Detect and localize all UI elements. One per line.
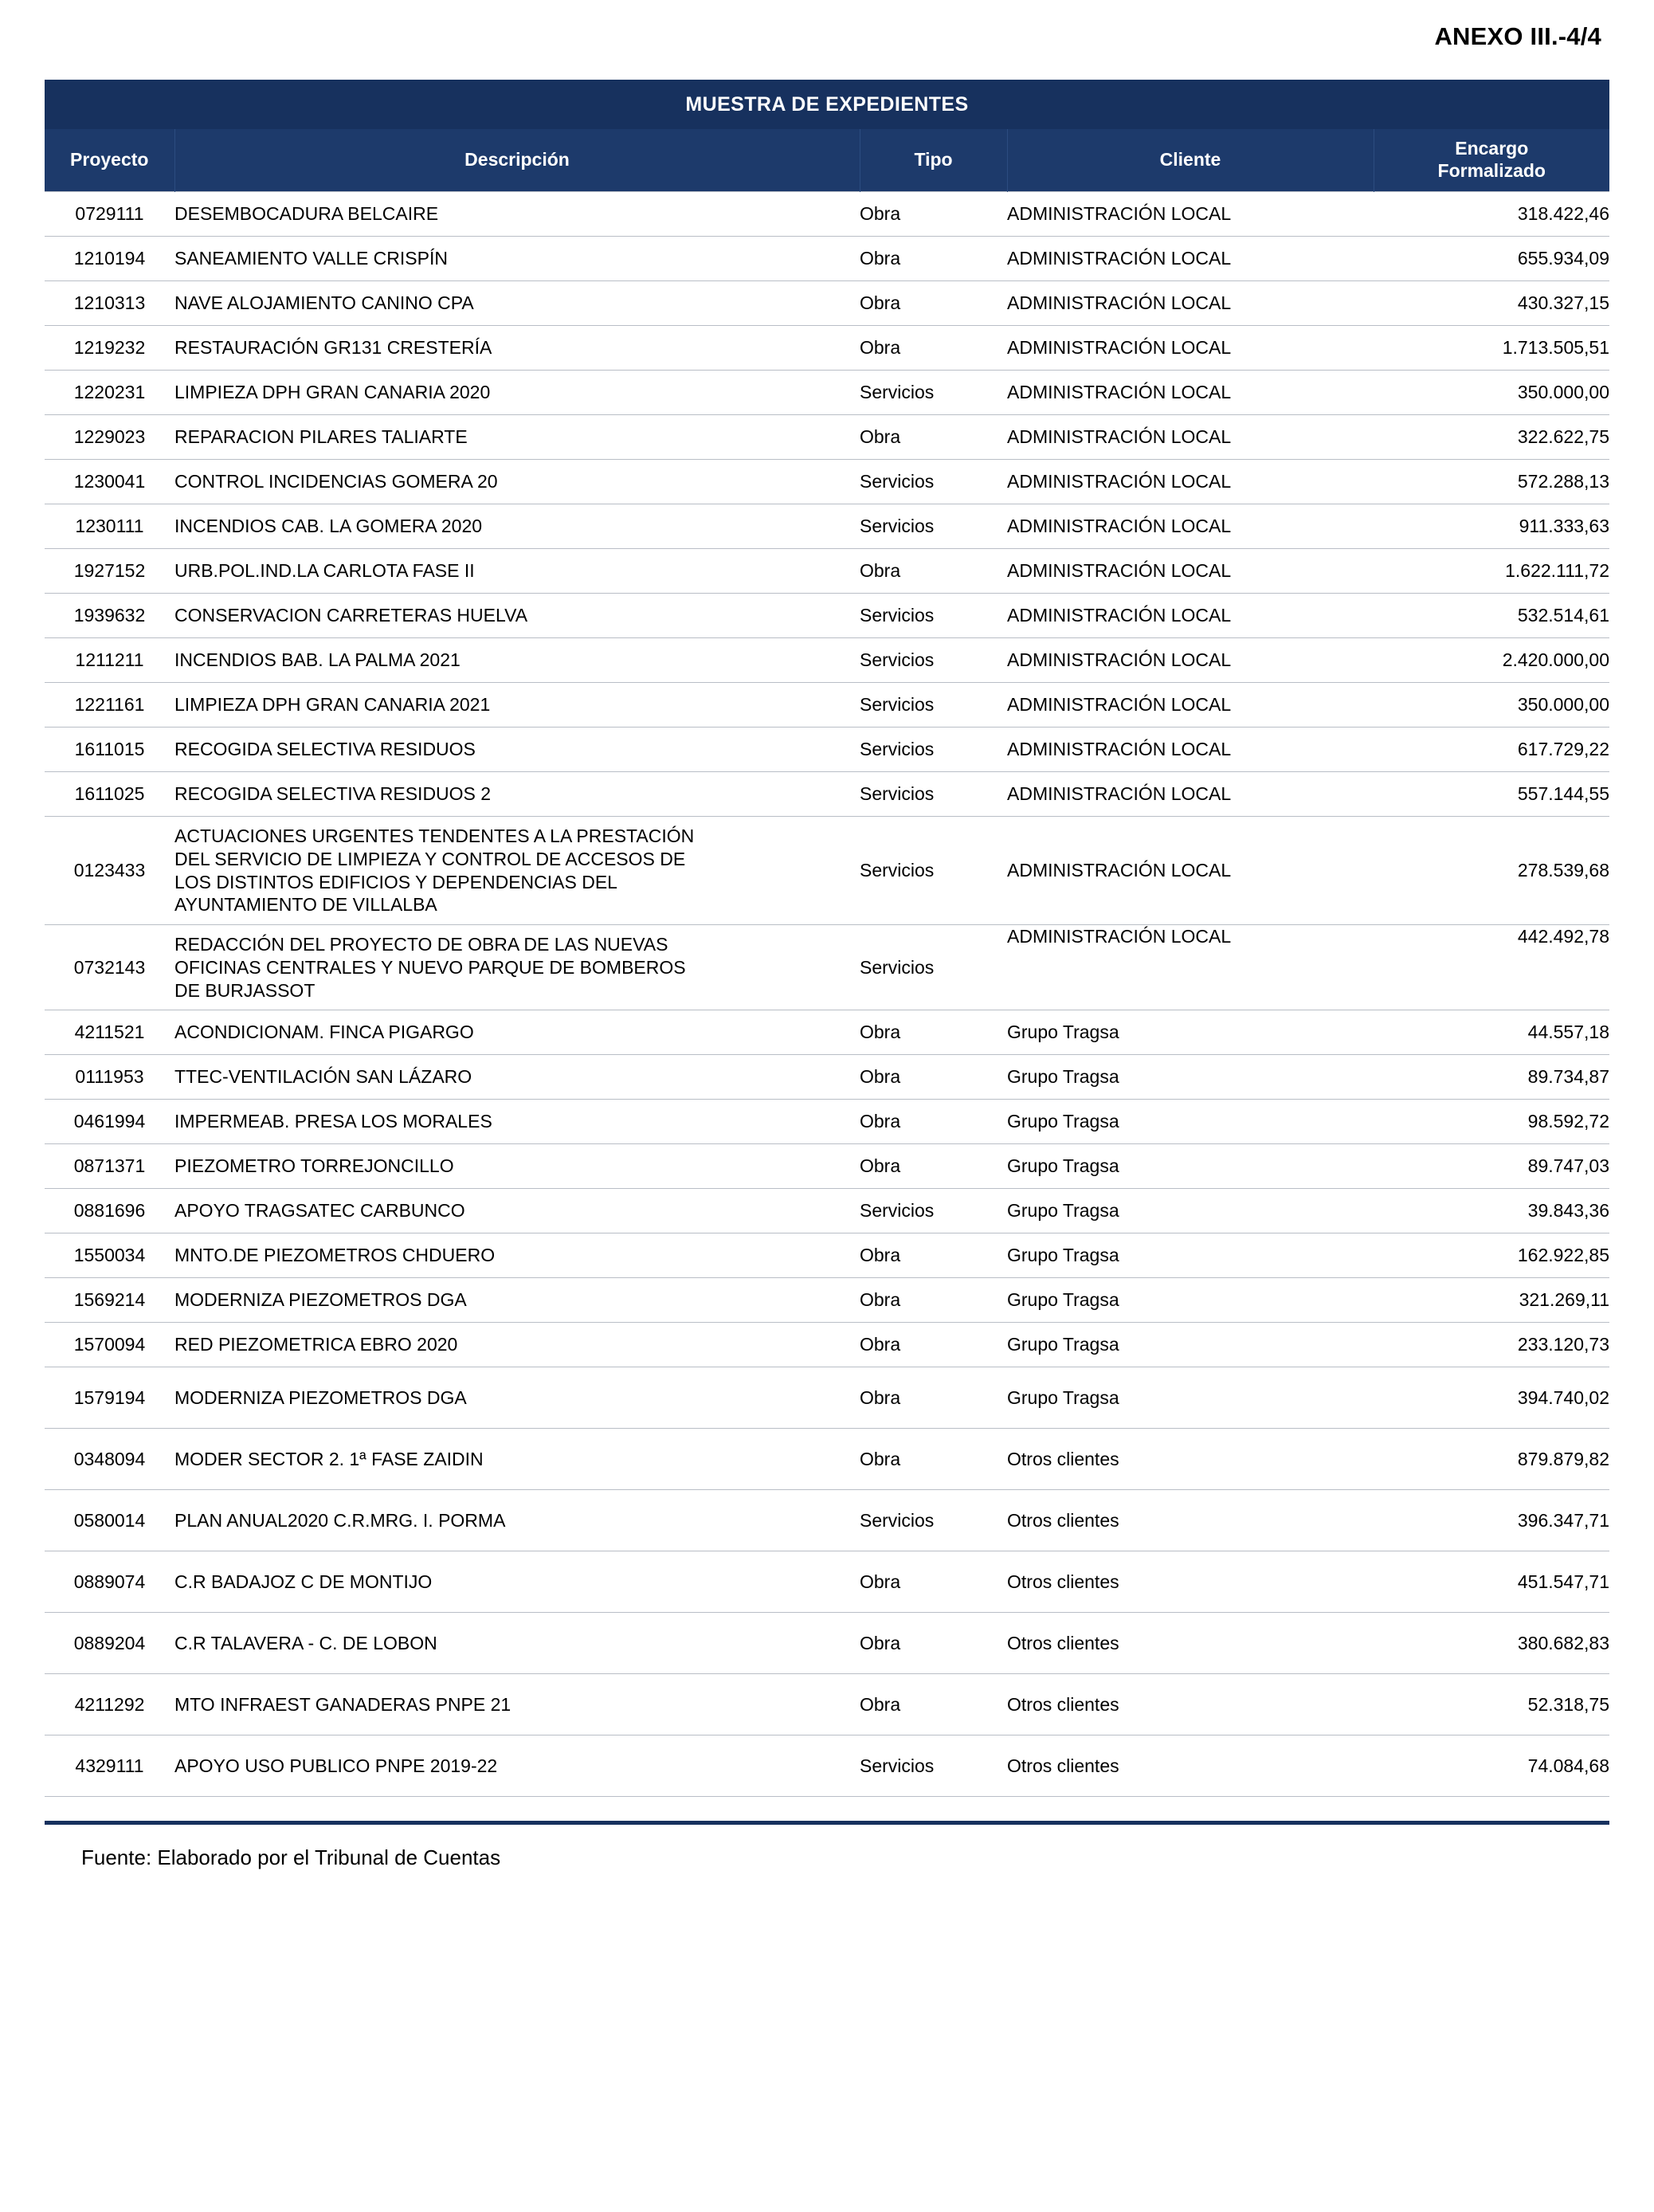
- cell-proyecto: 1230111: [45, 504, 174, 549]
- cell-encargo-formalizado: 74.084,68: [1374, 1735, 1609, 1797]
- cell-proyecto: 1219232: [45, 326, 174, 371]
- cell-encargo-formalizado: 394.740,02: [1374, 1367, 1609, 1429]
- cell-cliente: ADMINISTRACIÓN LOCAL: [1007, 549, 1374, 594]
- table-row: [45, 1010, 1609, 1055]
- cell-proyecto: 0889074: [45, 1551, 174, 1613]
- table-row: [45, 772, 1609, 817]
- cell-proyecto: 0111953: [45, 1055, 174, 1100]
- cell-tipo: Servicios: [860, 371, 1007, 415]
- table-row: [45, 549, 1609, 594]
- cell-descripcion: INCENDIOS BAB. LA PALMA 2021: [174, 638, 860, 683]
- table-row: [45, 1144, 1609, 1189]
- cell-cliente: Grupo Tragsa: [1007, 1233, 1374, 1278]
- cell-encargo-formalizado: 380.682,83: [1374, 1613, 1609, 1674]
- table-row: [45, 1735, 1609, 1797]
- table-row: [45, 1323, 1609, 1367]
- cell-descripcion: MODERNIZA PIEZOMETROS DGA: [174, 1367, 860, 1429]
- table-row: [45, 1100, 1609, 1144]
- cell-descripcion: [174, 925, 860, 1010]
- cell-tipo: Servicios: [860, 728, 1007, 772]
- table-row: [45, 371, 1609, 415]
- cell-proyecto: 1611025: [45, 772, 174, 817]
- cell-tipo: Servicios: [860, 817, 1007, 925]
- cell-proyecto: 1569214: [45, 1278, 174, 1323]
- cell-proyecto: 0348094: [45, 1429, 174, 1490]
- cell-proyecto: 0732143: [45, 925, 174, 1010]
- cell-descripcion: URB.POL.IND.LA CARLOTA FASE II: [174, 549, 860, 594]
- cell-tipo: Obra: [860, 1674, 1007, 1735]
- cell-descripcion: LIMPIEZA DPH GRAN CANARIA 2020: [174, 371, 860, 415]
- cell-descripcion: C.R BADAJOZ C DE MONTIJO: [174, 1551, 860, 1613]
- annex-label: ANEXO III.-4/4: [1434, 22, 1601, 50]
- cell-encargo-formalizado: 278.539,68: [1374, 817, 1609, 925]
- table-title-row: [45, 80, 1609, 129]
- cell-descripcion: MODER SECTOR 2. 1ª FASE ZAIDIN: [174, 1429, 860, 1490]
- cell-proyecto: 1220231: [45, 371, 174, 415]
- cell-tipo: Servicios: [860, 925, 1007, 1010]
- cell-descripcion: MTO INFRAEST GANADERAS PNPE 21: [174, 1674, 860, 1735]
- cell-tipo: Obra: [860, 1367, 1007, 1429]
- column-header-proyecto: Proyecto: [45, 129, 174, 192]
- cell-proyecto: 1210194: [45, 237, 174, 281]
- table-row: [45, 460, 1609, 504]
- cell-tipo: Obra: [860, 1144, 1007, 1189]
- cell-cliente: ADMINISTRACIÓN LOCAL: [1007, 415, 1374, 460]
- table-row: [45, 1613, 1609, 1674]
- cell-tipo: Obra: [860, 1613, 1007, 1674]
- cell-cliente: Grupo Tragsa: [1007, 1189, 1374, 1233]
- cell-encargo-formalizado: 322.622,75: [1374, 415, 1609, 460]
- cell-proyecto: 1221161: [45, 683, 174, 728]
- cell-cliente: ADMINISTRACIÓN LOCAL: [1007, 371, 1374, 415]
- cell-encargo-formalizado: 451.547,71: [1374, 1551, 1609, 1613]
- cell-encargo-formalizado: 1.713.505,51: [1374, 326, 1609, 371]
- cell-cliente: ADMINISTRACIÓN LOCAL: [1007, 281, 1374, 326]
- bottom-rule: [45, 1821, 1609, 1825]
- cell-cliente: ADMINISTRACIÓN LOCAL: [1007, 594, 1374, 638]
- table-row: [45, 1189, 1609, 1233]
- cell-tipo: Servicios: [860, 504, 1007, 549]
- column-header-encargo: [1374, 129, 1609, 192]
- cell-descripcion: APOYO TRAGSATEC CARBUNCO: [174, 1189, 860, 1233]
- cell-encargo-formalizado: 350.000,00: [1374, 683, 1609, 728]
- table-row: [45, 281, 1609, 326]
- table-row: [45, 1429, 1609, 1490]
- cell-tipo: Servicios: [860, 594, 1007, 638]
- cell-proyecto: 1229023: [45, 415, 174, 460]
- cell-encargo-formalizado: 396.347,71: [1374, 1490, 1609, 1551]
- cell-cliente: Grupo Tragsa: [1007, 1323, 1374, 1367]
- table-row: [45, 817, 1609, 925]
- cell-descripcion: PIEZOMETRO TORREJONCILLO: [174, 1144, 860, 1189]
- cell-descripcion-line: OFICINAS CENTRALES Y NUEVO PARQUE DE BOMBEROS: [174, 956, 686, 978]
- cell-descripcion-line: ACTUACIONES URGENTES TENDENTES A LA PRESTACIÓN: [174, 826, 695, 846]
- table-row: [45, 1367, 1609, 1429]
- column-header-encargo-line2: Formalizado: [1437, 160, 1546, 181]
- cell-cliente: Otros clientes: [1007, 1490, 1374, 1551]
- cell-cliente: ADMINISTRACIÓN LOCAL: [1007, 504, 1374, 549]
- cell-proyecto: 1550034: [45, 1233, 174, 1278]
- cell-proyecto: 1211211: [45, 638, 174, 683]
- table-body: [45, 192, 1609, 1797]
- cell-cliente: Grupo Tragsa: [1007, 1278, 1374, 1323]
- cell-tipo: Obra: [860, 1055, 1007, 1100]
- cell-tipo: Obra: [860, 1233, 1007, 1278]
- cell-cliente: Grupo Tragsa: [1007, 1367, 1374, 1429]
- cell-cliente: Otros clientes: [1007, 1613, 1374, 1674]
- cell-cliente: Grupo Tragsa: [1007, 1055, 1374, 1100]
- cell-encargo-formalizado: 442.492,78: [1374, 925, 1609, 1010]
- table-row: [45, 683, 1609, 728]
- cell-proyecto: 1611015: [45, 728, 174, 772]
- table-row: [45, 594, 1609, 638]
- cell-cliente: ADMINISTRACIÓN LOCAL: [1007, 460, 1374, 504]
- table-header: [45, 80, 1609, 192]
- cell-tipo: Obra: [860, 192, 1007, 237]
- cell-tipo: Obra: [860, 549, 1007, 594]
- cell-tipo: Obra: [860, 237, 1007, 281]
- cell-encargo-formalizado: 2.420.000,00: [1374, 638, 1609, 683]
- cell-descripcion-line: DE BURJASSOT: [174, 979, 316, 1001]
- cell-proyecto: 1570094: [45, 1323, 174, 1367]
- cell-proyecto: 1579194: [45, 1367, 174, 1429]
- cell-tipo: Servicios: [860, 772, 1007, 817]
- table-row: [45, 1490, 1609, 1551]
- cell-proyecto: 0889204: [45, 1613, 174, 1674]
- cell-encargo-formalizado: 557.144,55: [1374, 772, 1609, 817]
- cell-proyecto: 0881696: [45, 1189, 174, 1233]
- cell-descripcion: TTEC-VENTILACIÓN SAN LÁZARO: [174, 1055, 860, 1100]
- cell-proyecto: 4211521: [45, 1010, 174, 1055]
- cell-descripcion: C.R TALAVERA - C. DE LOBON: [174, 1613, 860, 1674]
- cell-proyecto: 1230041: [45, 460, 174, 504]
- cell-encargo-formalizado: 318.422,46: [1374, 192, 1609, 237]
- cell-cliente: Grupo Tragsa: [1007, 1010, 1374, 1055]
- table-row: [45, 415, 1609, 460]
- cell-proyecto: 4211292: [45, 1674, 174, 1735]
- cell-cliente: ADMINISTRACIÓN LOCAL: [1007, 772, 1374, 817]
- cell-descripcion: APOYO USO PUBLICO PNPE 2019-22: [174, 1735, 860, 1797]
- table-row: [45, 504, 1609, 549]
- cell-descripcion: [174, 817, 860, 925]
- cell-descripcion-line: REDACCIÓN DEL PROYECTO DE OBRA DE LAS NUEVAS: [174, 934, 668, 955]
- cell-descripcion-line: DEL SERVICIO DE LIMPIEZA Y CONTROL DE ACCESOS DE: [174, 848, 686, 869]
- table-row: [45, 1674, 1609, 1735]
- cell-proyecto: 1927152: [45, 549, 174, 594]
- cell-tipo: Obra: [860, 1100, 1007, 1144]
- cell-proyecto: 0871371: [45, 1144, 174, 1189]
- cell-proyecto: 4329111: [45, 1735, 174, 1797]
- cell-encargo-formalizado: 162.922,85: [1374, 1233, 1609, 1278]
- table-row: [45, 237, 1609, 281]
- cell-tipo: Servicios: [860, 683, 1007, 728]
- cell-tipo: Obra: [860, 326, 1007, 371]
- cell-descripcion: REPARACION PILARES TALIARTE: [174, 415, 860, 460]
- expedientes-table: [45, 80, 1609, 1797]
- column-header-tipo: Tipo: [860, 129, 1007, 192]
- cell-encargo-formalizado: 879.879,82: [1374, 1429, 1609, 1490]
- cell-cliente: ADMINISTRACIÓN LOCAL: [1007, 728, 1374, 772]
- source-note: Fuente: Elaborado por el Tribunal de Cuentas: [81, 1845, 501, 1870]
- cell-tipo: Servicios: [860, 1735, 1007, 1797]
- cell-encargo-formalizado: 321.269,11: [1374, 1278, 1609, 1323]
- cell-cliente: Otros clientes: [1007, 1735, 1374, 1797]
- cell-cliente: ADMINISTRACIÓN LOCAL: [1007, 925, 1374, 1010]
- cell-cliente: ADMINISTRACIÓN LOCAL: [1007, 237, 1374, 281]
- cell-encargo-formalizado: 911.333,63: [1374, 504, 1609, 549]
- cell-descripcion: MODERNIZA PIEZOMETROS DGA: [174, 1278, 860, 1323]
- cell-proyecto: 0729111: [45, 192, 174, 237]
- cell-descripcion: NAVE ALOJAMIENTO CANINO CPA: [174, 281, 860, 326]
- cell-descripcion: ACONDICIONAM. FINCA PIGARGO: [174, 1010, 860, 1055]
- table-row: [45, 638, 1609, 683]
- cell-descripcion: PLAN ANUAL2020 C.R.MRG. I. PORMA: [174, 1490, 860, 1551]
- cell-descripcion: RESTAURACIÓN GR131 CRESTERÍA: [174, 326, 860, 371]
- cell-descripcion-line: LOS DISTINTOS EDIFICIOS Y DEPENDENCIAS DEL: [174, 871, 617, 892]
- cell-encargo-formalizado: 44.557,18: [1374, 1010, 1609, 1055]
- cell-descripcion: IMPERMEAB. PRESA LOS MORALES: [174, 1100, 860, 1144]
- cell-cliente: Grupo Tragsa: [1007, 1144, 1374, 1189]
- cell-proyecto: 0123433: [45, 817, 174, 925]
- cell-proyecto: 1939632: [45, 594, 174, 638]
- table-row: [45, 326, 1609, 371]
- cell-descripcion-line: AYUNTAMIENTO DE VILLALBA: [174, 894, 437, 916]
- table-row: [45, 192, 1609, 237]
- cell-encargo-formalizado: 89.747,03: [1374, 1144, 1609, 1189]
- cell-encargo-formalizado: 52.318,75: [1374, 1674, 1609, 1735]
- table-row: [45, 1278, 1609, 1323]
- cell-cliente: ADMINISTRACIÓN LOCAL: [1007, 326, 1374, 371]
- table-row: [45, 1055, 1609, 1100]
- cell-descripcion: INCENDIOS CAB. LA GOMERA 2020: [174, 504, 860, 549]
- cell-descripcion: MNTO.DE PIEZOMETROS CHDUERO: [174, 1233, 860, 1278]
- cell-encargo-formalizado: 617.729,22: [1374, 728, 1609, 772]
- cell-descripcion: LIMPIEZA DPH GRAN CANARIA 2021: [174, 683, 860, 728]
- cell-cliente: Otros clientes: [1007, 1674, 1374, 1735]
- cell-encargo-formalizado: 233.120,73: [1374, 1323, 1609, 1367]
- cell-tipo: Servicios: [860, 1490, 1007, 1551]
- column-header-encargo-line1: Encargo: [1455, 138, 1529, 159]
- cell-tipo: Servicios: [860, 1189, 1007, 1233]
- table-row: [45, 925, 1609, 1010]
- cell-tipo: Obra: [860, 1429, 1007, 1490]
- column-header-descripcion: Descripción: [174, 129, 860, 192]
- cell-descripcion: SANEAMIENTO VALLE CRISPÍN: [174, 237, 860, 281]
- cell-tipo: Servicios: [860, 460, 1007, 504]
- cell-proyecto: 1210313: [45, 281, 174, 326]
- cell-encargo-formalizado: 430.327,15: [1374, 281, 1609, 326]
- expedientes-table-wrapper: [45, 80, 1609, 1797]
- cell-encargo-formalizado: 532.514,61: [1374, 594, 1609, 638]
- cell-cliente: Otros clientes: [1007, 1551, 1374, 1613]
- cell-tipo: Obra: [860, 1551, 1007, 1613]
- cell-encargo-formalizado: 89.734,87: [1374, 1055, 1609, 1100]
- cell-encargo-formalizado: 1.622.111,72: [1374, 549, 1609, 594]
- column-header-row: [45, 129, 1609, 192]
- cell-cliente: Grupo Tragsa: [1007, 1100, 1374, 1144]
- cell-descripcion: RECOGIDA SELECTIVA RESIDUOS: [174, 728, 860, 772]
- cell-tipo: Obra: [860, 1010, 1007, 1055]
- cell-encargo-formalizado: 655.934,09: [1374, 237, 1609, 281]
- cell-tipo: Obra: [860, 415, 1007, 460]
- cell-descripcion: CONSERVACION CARRETERAS HUELVA: [174, 594, 860, 638]
- cell-tipo: Obra: [860, 1278, 1007, 1323]
- cell-descripcion: DESEMBOCADURA BELCAIRE: [174, 192, 860, 237]
- cell-descripcion: RED PIEZOMETRICA EBRO 2020: [174, 1323, 860, 1367]
- table-row: [45, 1233, 1609, 1278]
- cell-cliente: ADMINISTRACIÓN LOCAL: [1007, 817, 1374, 925]
- cell-encargo-formalizado: 572.288,13: [1374, 460, 1609, 504]
- cell-tipo: Servicios: [860, 638, 1007, 683]
- cell-encargo-formalizado: 39.843,36: [1374, 1189, 1609, 1233]
- cell-encargo-formalizado: 350.000,00: [1374, 371, 1609, 415]
- cell-descripcion: CONTROL INCIDENCIAS GOMERA 20: [174, 460, 860, 504]
- table-title: MUESTRA DE EXPEDIENTES: [45, 80, 1609, 129]
- cell-cliente: ADMINISTRACIÓN LOCAL: [1007, 683, 1374, 728]
- table-row: [45, 728, 1609, 772]
- cell-descripcion: RECOGIDA SELECTIVA RESIDUOS 2: [174, 772, 860, 817]
- table-row: [45, 1551, 1609, 1613]
- cell-cliente: ADMINISTRACIÓN LOCAL: [1007, 192, 1374, 237]
- cell-cliente: Otros clientes: [1007, 1429, 1374, 1490]
- column-header-cliente: Cliente: [1007, 129, 1374, 192]
- cell-encargo-formalizado: 98.592,72: [1374, 1100, 1609, 1144]
- cell-proyecto: 0461994: [45, 1100, 174, 1144]
- cell-tipo: Obra: [860, 1323, 1007, 1367]
- cell-tipo: Obra: [860, 281, 1007, 326]
- cell-cliente: ADMINISTRACIÓN LOCAL: [1007, 638, 1374, 683]
- cell-proyecto: 0580014: [45, 1490, 174, 1551]
